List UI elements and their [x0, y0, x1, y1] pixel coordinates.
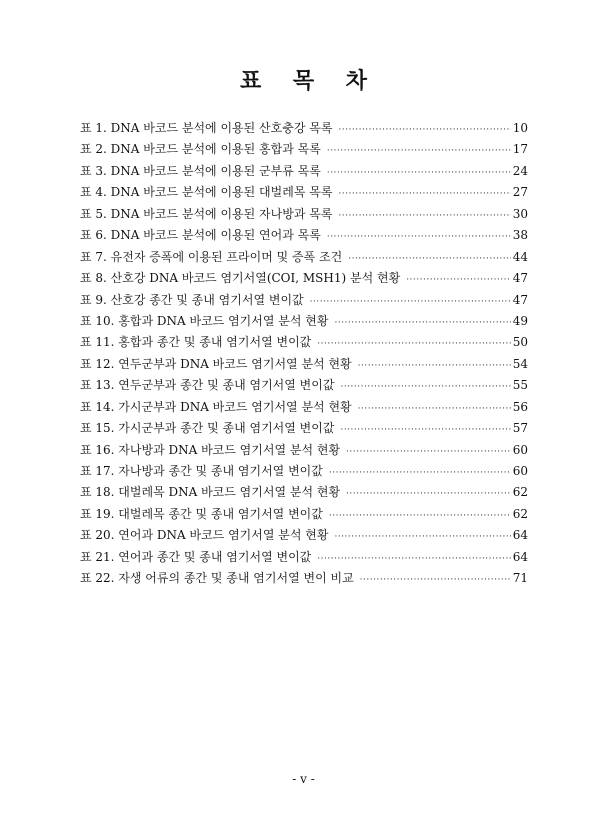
toc-entry[interactable]	[80, 139, 528, 160]
toc-entry[interactable]	[80, 397, 528, 418]
toc-entry-page: 30	[512, 206, 528, 221]
dot-leader	[317, 549, 510, 570]
toc-entry-page: 27	[512, 185, 528, 200]
dot-leader	[334, 313, 510, 334]
dot-leader	[329, 463, 511, 484]
toc-entry-page: 55	[512, 378, 528, 393]
dot-leader	[340, 377, 510, 398]
dot-leader	[340, 420, 510, 441]
dot-leader	[327, 163, 511, 184]
toc-entry-label: 표 15. 가시군부과 종간 및 종내 염기서열 변이값	[80, 421, 335, 436]
dot-leader	[327, 227, 511, 248]
toc-entry-label: 표 4. DNA 바코드 분석에 이용된 대벌레목 목록	[80, 185, 333, 200]
toc-entry[interactable]	[80, 375, 528, 396]
dot-leader	[346, 442, 511, 463]
page-number: - v -	[292, 772, 315, 786]
toc-entry-label: 표 19. 대벌레목 종간 및 종내 염기서열 변이값	[80, 506, 323, 521]
toc-entry-page: 10	[512, 121, 528, 135]
toc-entry[interactable]	[80, 268, 528, 289]
dot-leader	[358, 399, 511, 420]
dot-leader	[327, 141, 511, 162]
toc-entry-page: 38	[512, 228, 528, 243]
toc-entry-label: 표 12. 연두군부과 DNA 바코드 염기서열 분석 현황	[80, 356, 352, 371]
toc-entry[interactable]	[80, 461, 528, 482]
dot-leader	[406, 270, 511, 291]
dot-leader	[310, 292, 511, 313]
dot-leader	[338, 184, 510, 205]
dot-leader	[358, 356, 511, 377]
toc-entry-page: 49	[512, 313, 528, 328]
toc-entry-page: 60	[512, 442, 528, 457]
toc-entry-page: 56	[512, 399, 528, 414]
toc-entry[interactable]	[80, 118, 528, 139]
toc-entry[interactable]	[80, 225, 528, 246]
toc-entry-page: 50	[512, 335, 528, 350]
toc-entry[interactable]	[80, 504, 528, 525]
toc-entry[interactable]	[80, 418, 528, 439]
toc-entry[interactable]	[80, 311, 528, 332]
toc-entry-label: 표 14. 가시군부과 DNA 바코드 염기서열 분석 현황	[80, 399, 352, 414]
dot-leader	[360, 570, 511, 591]
toc-entry[interactable]	[80, 161, 528, 182]
toc-entry-label: 표 8. 산호강 DNA 바코드 염기서열(COI, MSH1) 분석 현황	[80, 271, 401, 286]
toc-entry[interactable]	[80, 204, 528, 225]
toc-entry[interactable]	[80, 568, 528, 589]
dot-leader	[317, 334, 510, 355]
toc-entry[interactable]	[80, 182, 528, 203]
toc-entry-label: 표 16. 자나방과 DNA 바코드 염기서열 분석 현황	[80, 442, 341, 457]
page-title: 표 목 차	[239, 68, 380, 94]
toc-entry-label: 표 5. DNA 바코드 분석에 이용된 자나방과 목록	[80, 206, 333, 221]
toc-entry-page: 64	[512, 528, 528, 543]
toc-entry-page: 57	[512, 421, 528, 436]
toc-entry-page: 62	[512, 506, 528, 521]
toc-entry-page: 47	[512, 292, 528, 307]
toc-entry-page: 44	[512, 249, 528, 264]
dot-leader	[329, 506, 511, 527]
dot-leader	[346, 484, 511, 505]
toc-entry[interactable]	[80, 332, 528, 353]
toc-entry-label: 표 11. 홍합과 종간 및 종내 염기서열 변이값	[80, 335, 312, 350]
toc-entry[interactable]	[80, 440, 528, 461]
dot-leader	[334, 527, 510, 548]
toc-entry[interactable]	[80, 247, 528, 268]
toc-entry[interactable]	[80, 482, 528, 503]
toc-entry-label: 표 7. 유전자 증폭에 이용된 프라이머 및 증폭 조건	[80, 249, 343, 264]
toc-entry-label: 표 21. 연어과 종간 및 종내 염기서열 변이값	[80, 549, 312, 564]
toc-entry-page: 64	[512, 549, 528, 564]
toc-entry-label: 표 13. 연두군부과 종간 및 종내 염기서열 변이값	[80, 378, 335, 393]
table-of-tables	[80, 118, 528, 590]
toc-entry-label: 표 20. 연어과 DNA 바코드 염기서열 분석 현황	[80, 528, 329, 543]
toc-entry[interactable]	[80, 354, 528, 375]
dot-leader	[338, 206, 510, 227]
toc-entry-label: 표 9. 산호강 종간 및 종내 염기서열 변이값	[80, 292, 304, 307]
toc-entry[interactable]	[80, 525, 528, 546]
toc-entry-page: 71	[512, 571, 528, 586]
toc-entry-label: 표 3. DNA 바코드 분석에 이용된 군부류 목록	[80, 163, 321, 178]
toc-entry[interactable]	[80, 290, 528, 311]
toc-entry-page: 62	[512, 485, 528, 500]
toc-entry-page: 60	[512, 464, 528, 478]
toc-entry-label: 표 18. 대벌레목 DNA 바코드 염기서열 분석 현황	[80, 485, 341, 500]
toc-entry-label: 표 10. 홍합과 DNA 바코드 염기서열 분석 현황	[80, 313, 329, 328]
toc-entry-label: 표 6. DNA 바코드 분석에 이용된 연어과 목록	[80, 228, 321, 243]
toc-entry-label: 표 22. 자생 어류의 종간 및 종내 염기서열 변이 비교	[80, 571, 354, 586]
toc-entry-label: 표 17. 자나방과 종간 및 종내 염기서열 변이값	[80, 464, 323, 478]
toc-entry[interactable]	[80, 547, 528, 568]
toc-entry-page: 47	[512, 271, 528, 286]
dot-leader	[338, 120, 510, 141]
toc-entry-label: 표 2. DNA 바코드 분석에 이용된 홍합과 목록	[80, 142, 321, 157]
toc-entry-page: 17	[512, 142, 528, 157]
toc-entry-page: 24	[512, 163, 528, 178]
dot-leader	[348, 249, 511, 270]
toc-entry-label: 표 1. DNA 바코드 분석에 이용된 산호충강 목록	[80, 121, 333, 135]
toc-entry-page: 54	[512, 356, 528, 371]
